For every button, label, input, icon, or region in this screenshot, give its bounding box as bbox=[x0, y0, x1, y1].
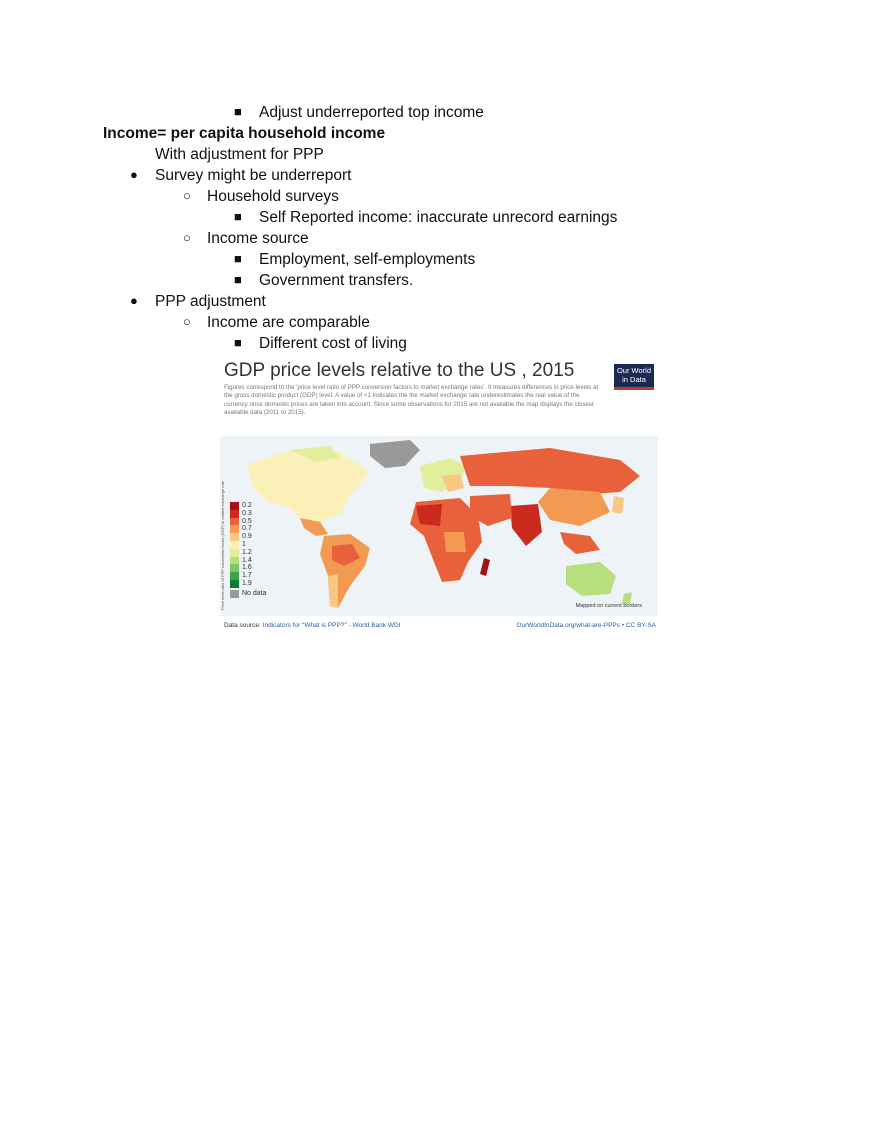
map-legend bbox=[230, 502, 267, 598]
note-line: Survey might be underreport bbox=[155, 167, 352, 184]
legend-swatch bbox=[230, 557, 239, 565]
figure-description: Figures correspond to the 'price level ratio of PPP conversion factors to market exchange rates'. It measures differences in price levels at the gross domestic product (GDP) level. A value of <1 indicates the the market exchange rate underestimates the real value of the currency once domestic prices are taken into account. Since some observations for 2015 are not available the map displays the closest available data (2011 to 2015). bbox=[224, 384, 599, 416]
legend-swatch bbox=[230, 510, 239, 518]
legend-label: 0.3 bbox=[242, 509, 252, 517]
legend-row bbox=[230, 564, 267, 572]
region-madagascar bbox=[480, 558, 490, 576]
legend-swatch bbox=[230, 518, 239, 526]
logo-line-2: in Data bbox=[622, 374, 646, 384]
legend-swatch bbox=[230, 564, 239, 572]
legend-swatch bbox=[230, 580, 239, 588]
region-australia bbox=[566, 562, 616, 596]
axis-label-text: Price level ratio of PPP conversion factor (GDP) to market exchange rate bbox=[220, 480, 225, 610]
legend-row bbox=[230, 572, 267, 580]
legend-label: 0.7 bbox=[242, 525, 252, 533]
source-prefix: Data source: bbox=[224, 622, 261, 629]
legend-swatch bbox=[230, 502, 239, 510]
note-line: Adjust underreported top income bbox=[259, 104, 484, 121]
note-line: Income source bbox=[207, 230, 309, 247]
legend-row bbox=[230, 549, 267, 557]
legend-label: 0.9 bbox=[242, 533, 252, 541]
note-line: With adjustment for PPP bbox=[155, 146, 324, 163]
bullet-square: ■ bbox=[234, 209, 242, 224]
legend-swatch bbox=[230, 541, 239, 549]
legend-row bbox=[230, 541, 267, 549]
borders-note: Mapped on current borders bbox=[575, 603, 642, 609]
bullet-circle: ○ bbox=[183, 314, 191, 329]
legend-label: 1.6 bbox=[242, 564, 252, 572]
world-map bbox=[220, 436, 658, 616]
bullet-square: ■ bbox=[234, 272, 242, 287]
legend-nodata-swatch bbox=[230, 590, 239, 598]
legend-swatch bbox=[230, 549, 239, 557]
region-central-africa bbox=[444, 532, 466, 552]
legend-swatch bbox=[230, 533, 239, 541]
region-india bbox=[510, 504, 542, 546]
legend-row bbox=[230, 557, 267, 565]
legend-nodata-label: No data bbox=[242, 589, 267, 597]
source-link[interactable]: Indicators for "What is PPP?" - World Bank WDI bbox=[262, 622, 401, 629]
region-japan bbox=[612, 496, 624, 514]
bullet-square: ■ bbox=[234, 251, 242, 266]
logo-line-1: Our World bbox=[616, 366, 652, 375]
bullet-square: ■ bbox=[234, 335, 242, 350]
region-russia bbox=[460, 448, 640, 494]
logo-accent-bar bbox=[614, 387, 654, 390]
owid-logo bbox=[614, 364, 654, 390]
data-source bbox=[224, 622, 400, 629]
bullet-disc: ● bbox=[130, 293, 138, 308]
note-line: Employment, self-employments bbox=[259, 251, 476, 268]
legend-row bbox=[230, 525, 267, 533]
bullet-square: ■ bbox=[234, 104, 242, 119]
legend-row bbox=[230, 580, 267, 588]
legend-label: 1.2 bbox=[242, 548, 252, 556]
region-north-africa bbox=[416, 504, 442, 526]
gdp-price-map-figure bbox=[218, 354, 660, 636]
bullet-circle: ○ bbox=[183, 188, 191, 203]
legend-row bbox=[230, 502, 267, 510]
note-line: Government transfers. bbox=[259, 272, 414, 289]
bullet-disc: ● bbox=[130, 167, 138, 182]
note-line: Self Reported income: inaccurate unrecord earnings bbox=[259, 209, 618, 226]
world-map-svg bbox=[220, 436, 658, 616]
figure-title: GDP price levels relative to the US , 2015 bbox=[224, 360, 575, 381]
legend-nodata-row bbox=[230, 590, 267, 598]
legend-label: 0.5 bbox=[242, 517, 252, 525]
region-chile bbox=[328, 574, 338, 608]
note-line: Household surveys bbox=[207, 188, 339, 205]
legend-rows bbox=[230, 502, 267, 588]
legend-label: 1.7 bbox=[242, 572, 252, 580]
legend-label: 1.9 bbox=[242, 579, 252, 587]
legend-label: 0.2 bbox=[242, 502, 252, 509]
bullet-circle: ○ bbox=[183, 230, 191, 245]
region-greenland bbox=[370, 440, 420, 468]
region-southeast-asia bbox=[560, 532, 600, 554]
legend-row bbox=[230, 533, 267, 541]
note-line: PPP adjustment bbox=[155, 293, 266, 310]
legend-swatch bbox=[230, 525, 239, 533]
note-line: Different cost of living bbox=[259, 335, 407, 352]
region-china bbox=[538, 488, 610, 526]
source-url[interactable]: OurWorldInData.org/what-are-PPPs • CC BY-SA bbox=[516, 622, 656, 629]
legend-swatch bbox=[230, 572, 239, 580]
legend-row bbox=[230, 510, 267, 518]
legend-label: 1 bbox=[242, 540, 246, 548]
legend-label: 1.4 bbox=[242, 556, 252, 564]
legend-row bbox=[230, 518, 267, 526]
legend-axis-label bbox=[218, 444, 226, 612]
note-line: Income are comparable bbox=[207, 314, 370, 331]
axis-label-svg bbox=[218, 444, 226, 612]
section-heading: Income= per capita household income bbox=[103, 125, 386, 142]
